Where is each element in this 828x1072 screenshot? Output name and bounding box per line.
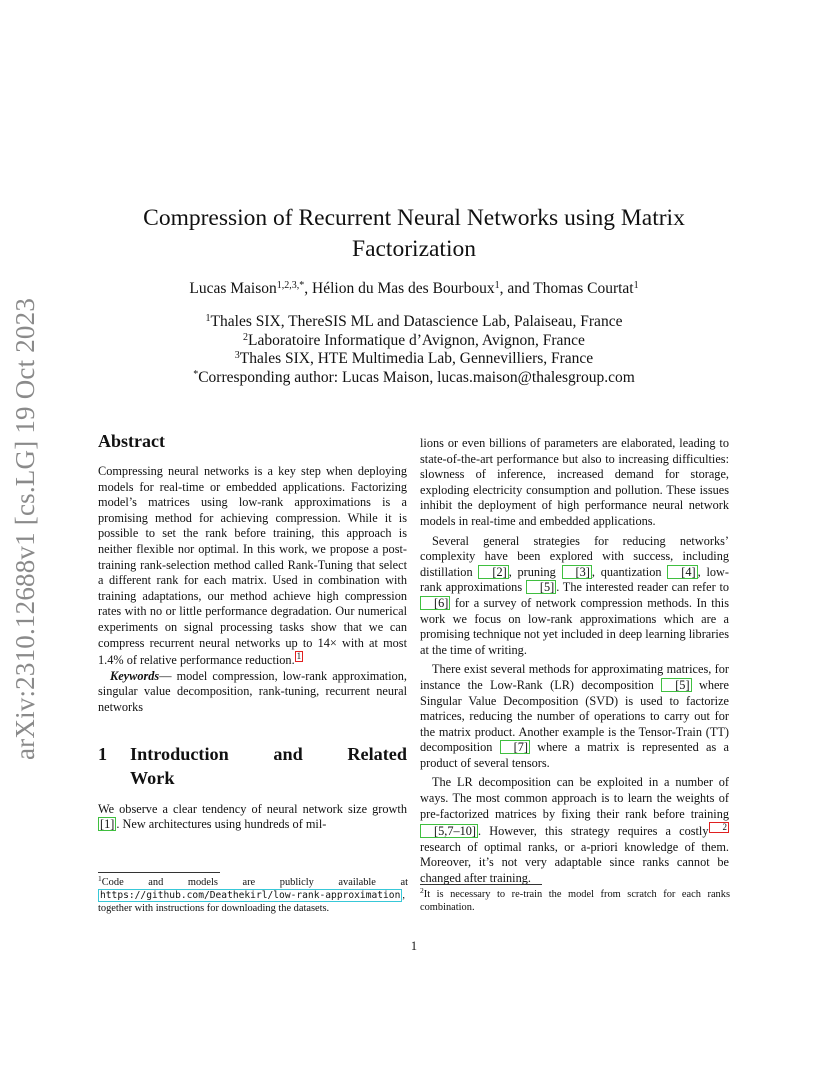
section-title-word: and bbox=[273, 743, 303, 764]
section-title bbox=[130, 742, 407, 790]
keywords-label: Keywords bbox=[110, 668, 160, 683]
section-title-word: Work bbox=[130, 767, 175, 788]
paper-title: Compression of Recurrent Neural Networks using Matrix Factorization bbox=[143, 205, 685, 262]
body-text: . New architectures using hundreds of mil- bbox=[116, 817, 327, 832]
affiliation bbox=[110, 313, 718, 332]
affiliation-list bbox=[110, 313, 718, 387]
body-paragraph bbox=[420, 775, 729, 886]
author-name: , Hélion du Mas des Bourboux bbox=[304, 280, 495, 297]
abstract-body: Compressing neural networks is a key step when deploying models for real-time or embedded applications. Factorizing model’s matrices using low-rank approximations is a promising method for achieving compression. While it is possible to set the rank before training, this approach is neither flexible nor optimal. In this work, we propose a post-training rank-selection method called Rank-Tuning that select a different rank for each matrix. Used in combination with training adaptations, our method achieve high compression rates with no or little performance degradation. Our numerical experiments on signal processing tasks show that we can compress recurrent neural networks up to 14× with at most 1.4% of relative performance reduction. bbox=[98, 464, 407, 668]
section-title-word: Related bbox=[347, 743, 407, 764]
body-text: There exist several methods for approximating matrices, for instance the Low-Rank (LR) decomposition bbox=[420, 662, 729, 692]
affiliation-text: Corresponding author: Lucas Maison, lucas.maison@thalesgroup.com bbox=[198, 368, 635, 386]
body-text: , quantization bbox=[591, 564, 668, 579]
body-text: , low-rank approximations bbox=[420, 564, 729, 595]
citation-link[interactable]: [7] bbox=[500, 740, 530, 754]
body-paragraph bbox=[420, 534, 729, 659]
author-list bbox=[110, 279, 718, 299]
author-name: , and Thomas Courtat bbox=[499, 280, 634, 297]
body-text: research of optimal ranks, or a-priori knowledge of them. Moreover, it’s not very adaptable since ranks cannot be changed after training. bbox=[420, 839, 729, 886]
body-paragraph: lions or even billions of parameters are elaborated, leading to state-of-the-art performance but also to increasing difficulties: slowness of inference, increased demand for storage, exploding electricity consumption and pollution. These issues inhibit the deployment of high performance neural network models in real-time and embedded applications. bbox=[420, 436, 729, 528]
affiliation bbox=[110, 350, 718, 369]
arxiv-stamp: arXiv:2310.12688v1 [cs.LG] 19 Oct 2023 bbox=[10, 297, 40, 760]
author-affil-mark: 1 bbox=[494, 280, 500, 291]
footnote-1 bbox=[98, 876, 408, 915]
section-number: 1 bbox=[98, 743, 108, 764]
citation-link[interactable]: [5] bbox=[526, 580, 556, 594]
abstract-heading: Abstract bbox=[98, 431, 165, 451]
footnote-rule bbox=[420, 884, 542, 885]
keywords-text: — model compression, low-rank approximation, singular value decomposition, rank-tuning, recurrent neural networks bbox=[98, 668, 407, 714]
right-column bbox=[420, 436, 729, 887]
footnote-mark: 1 bbox=[98, 874, 102, 883]
body-text: , pruning bbox=[508, 564, 562, 579]
citation-link[interactable]: [4] bbox=[667, 565, 697, 579]
affiliation-mark: 3 bbox=[234, 350, 240, 361]
left-column bbox=[98, 430, 407, 833]
citation-link[interactable]: [5] bbox=[661, 678, 691, 692]
section-title-word: Introduction bbox=[130, 743, 229, 764]
footnote-mark: 2 bbox=[420, 886, 424, 895]
body-text: The LR decomposition can be exploited in a number of ways. The most common approach is to learn the weights of pre-factorized matrices by fixing their rank before training bbox=[420, 775, 729, 821]
body-text: where Singular Value Decomposition (SVD) is used to factorize matrices, reducing the number of operations to carry out for the matrix product. Another example is the Tensor-Train (TT) decomposition bbox=[420, 677, 729, 755]
author-name: Lucas Maison bbox=[189, 280, 277, 297]
page-number: 1 bbox=[410, 939, 418, 953]
affiliation bbox=[110, 332, 718, 351]
affiliation-mark: 2 bbox=[243, 331, 249, 343]
intro-paragraph bbox=[98, 802, 407, 833]
body-text: Several general strategies for reducing networks’ complexity have been explored with success, including distillation bbox=[420, 533, 729, 579]
footnote-text: Code and models are publicly available at bbox=[101, 877, 408, 888]
citation-link[interactable]: [1] bbox=[100, 817, 115, 832]
section-heading-introduction bbox=[98, 742, 407, 790]
author-affil-mark: 1,2,3,* bbox=[276, 280, 305, 291]
footnote-2 bbox=[420, 888, 730, 914]
affiliation-mark: 1 bbox=[205, 313, 211, 324]
affiliation bbox=[110, 369, 718, 388]
footnote-link[interactable]: 1 bbox=[296, 651, 302, 662]
citation-link[interactable]: [3] bbox=[562, 565, 592, 579]
body-text: . The interested reader can refer to bbox=[556, 580, 730, 595]
body-text: . However, this strategy requires a costly bbox=[478, 824, 709, 839]
footnote-rule bbox=[98, 872, 220, 873]
affiliation-text: Thales SIX, HTE Multimedia Lab, Gennevilliers, France bbox=[239, 350, 594, 367]
body-text: We observe a clear tendency of neural network size growth bbox=[98, 801, 407, 816]
affiliation-text: Thales SIX, ThereSIS ML and Datascience Lab, Palaiseau, France bbox=[210, 313, 623, 330]
footnote-text: , together with instructions for downloading the datasets. bbox=[98, 890, 405, 914]
keywords bbox=[98, 669, 407, 716]
citation-link[interactable]: [5,7–10] bbox=[420, 824, 478, 838]
body-text: where a matrix is represented as a product of several tensors. bbox=[420, 740, 729, 770]
footnote-text: It is necessary to re-train the model from scratch for each ranks combination. bbox=[420, 889, 730, 913]
footnote-link[interactable]: 2 bbox=[709, 822, 730, 833]
body-text: for a survey of network compression methods. In this work we focus on low-rank approximations which are a promising technique not yet included in deep learning libraries at the time of writing. bbox=[420, 595, 729, 657]
abstract-text bbox=[98, 464, 407, 669]
body-paragraph bbox=[420, 662, 729, 771]
citation-link[interactable]: [2] bbox=[478, 565, 508, 579]
repository-link[interactable]: https://github.com/Deathekirl/low-rank-approximation bbox=[100, 890, 401, 901]
affiliation-text: Laboratoire Informatique d’Avignon, Avignon, France bbox=[248, 331, 585, 349]
author-affil-mark: 1 bbox=[633, 280, 639, 291]
citation-link[interactable]: [6] bbox=[420, 596, 450, 610]
affiliation-mark: * bbox=[193, 368, 199, 380]
